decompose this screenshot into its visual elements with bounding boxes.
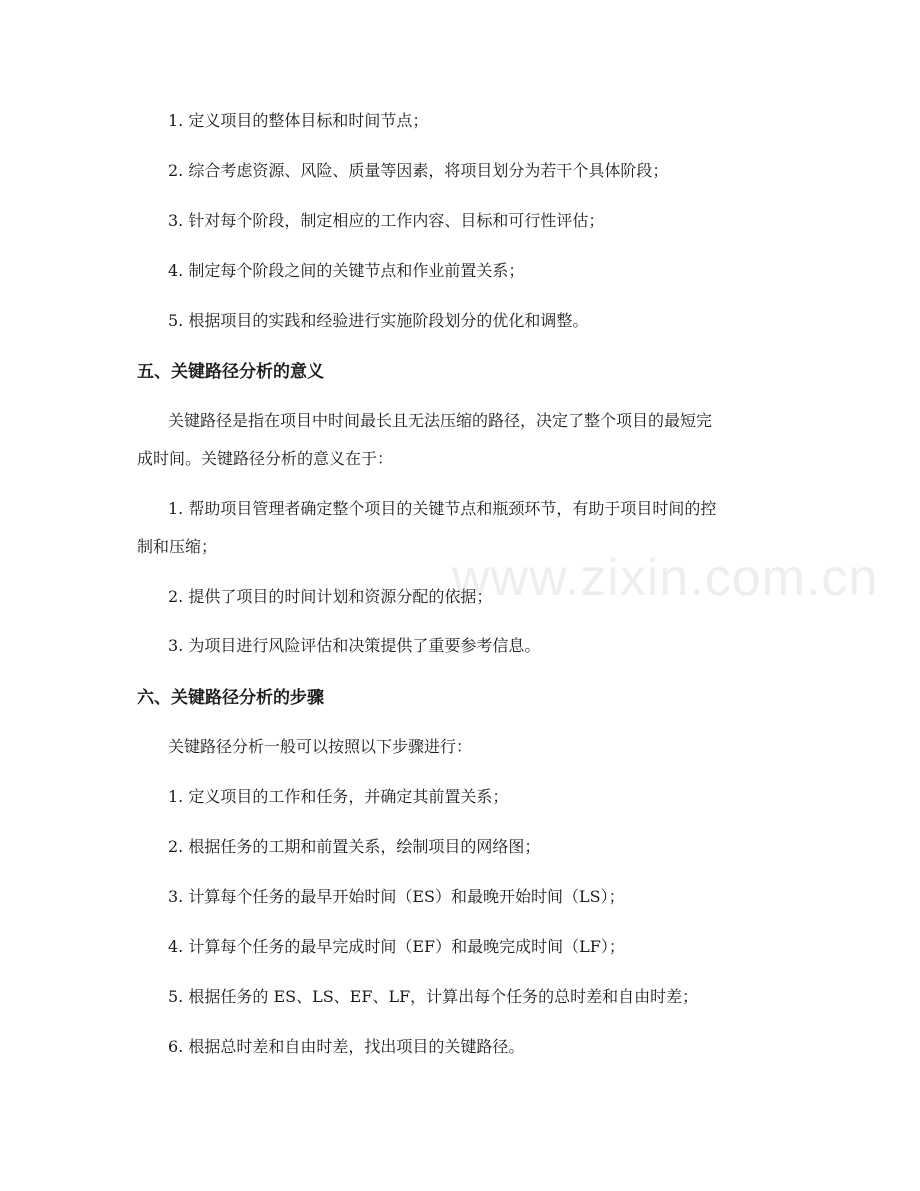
section-heading: 六、关键路径分析的步骤 — [137, 688, 324, 708]
list-item: 4. 制定每个阶段之间的关键节点和作业前置关系； — [168, 261, 525, 280]
list-item: 1. 帮助项目管理者确定整个项目的关键节点和瓶颈环节，有助于项目时间的控 — [168, 499, 717, 518]
list-item: 1. 定义项目的整体目标和时间节点； — [168, 111, 429, 130]
list-item: 5. 根据任务的 ES、LS、EF、LF，计算出每个任务的总时差和自由时差； — [168, 987, 699, 1006]
list-item: 6. 根据总时差和自由时差，找出项目的关键路径。 — [168, 1037, 525, 1056]
paragraph-line: 成时间。关键路径分析的意义在于： — [137, 449, 394, 468]
list-item: 3. 计算每个任务的最早开始时间（ES）和最晚开始时间（LS）； — [168, 887, 625, 906]
list-item: 3. 为项目进行风险评估和决策提供了重要参考信息。 — [168, 636, 541, 655]
paragraph-line: 关键路径是指在项目中时间最长且无法压缩的路径，决定了整个项目的最短完 — [168, 411, 713, 430]
list-item: 5. 根据项目的实践和经验进行实施阶段划分的优化和调整。 — [168, 311, 589, 330]
watermark: www.zixin.com.cn — [452, 549, 879, 607]
list-item-continuation: 制和压缩； — [137, 537, 218, 556]
section-heading: 五、关键路径分析的意义 — [137, 362, 324, 382]
list-item: 2. 提供了项目的时间计划和资源分配的依据； — [168, 587, 493, 606]
list-item: 3. 针对每个阶段，制定相应的工作内容、目标和可行性评估； — [168, 211, 605, 230]
list-item: 2. 根据任务的工期和前置关系，绘制项目的网络图； — [168, 837, 541, 856]
list-item: 1. 定义项目的工作和任务，并确定其前置关系； — [168, 787, 509, 806]
list-item: 4. 计算每个任务的最早完成时间（EF）和最晚完成时间（LF）； — [168, 937, 625, 956]
list-item: 2. 综合考虑资源、风险、质量等因素，将项目划分为若干个具体阶段； — [168, 161, 669, 180]
paragraph-line: 关键路径分析一般可以按照以下步骤进行： — [168, 737, 473, 756]
